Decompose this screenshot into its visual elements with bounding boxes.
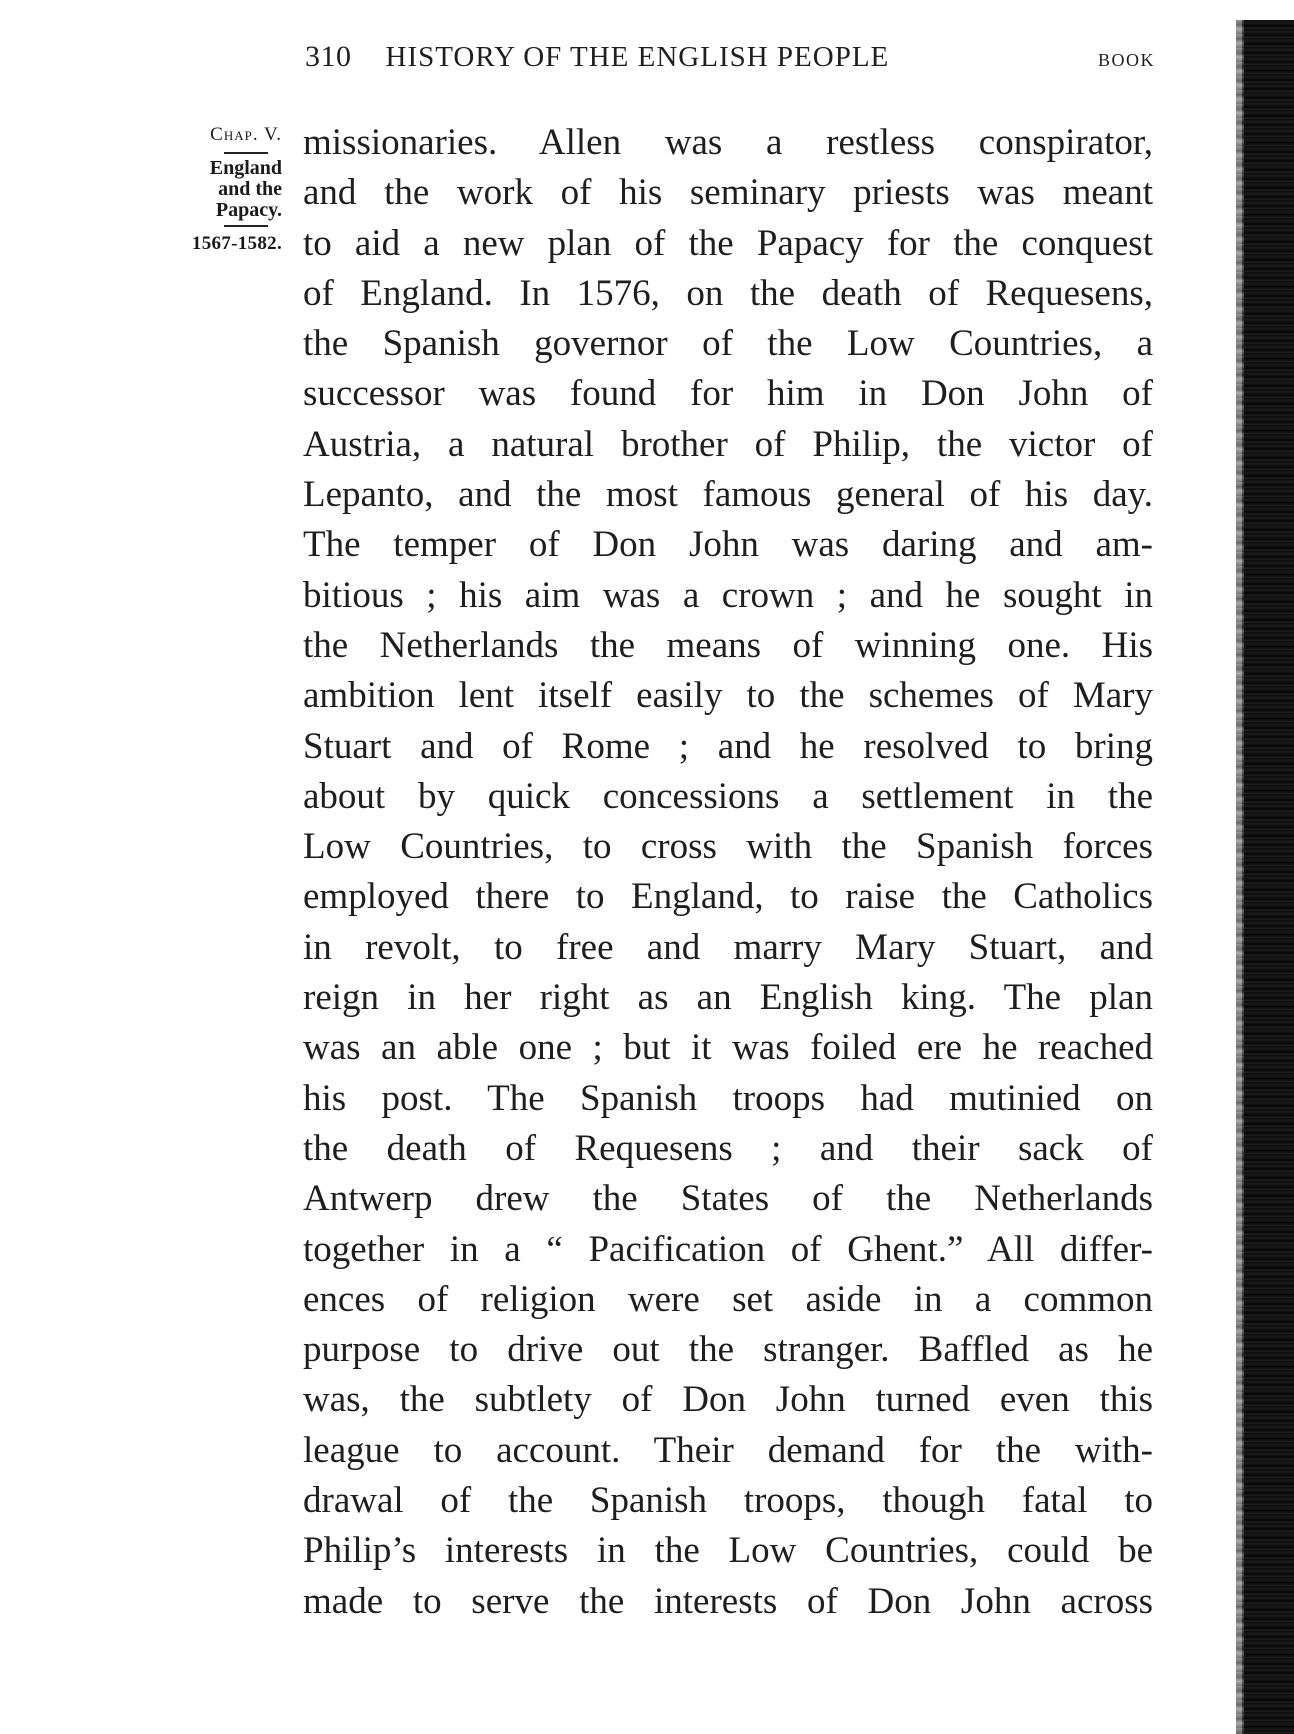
scan-page-edge xyxy=(1242,20,1294,1734)
text-line: drawal of the Spanish troops, though fatal to xyxy=(303,1480,1153,1522)
running-title: HISTORY OF THE ENGLISH PEOPLE xyxy=(385,41,890,73)
text-line: employed there to England, to raise the Catholics xyxy=(303,876,1153,918)
text-line: in revolt, to free and marry Mary Stuart, and xyxy=(303,926,1153,968)
text-line: ambition lent itself easily to the schemes of Mary xyxy=(303,675,1153,717)
text-line: to aid a new plan of the Papacy for the conquest xyxy=(303,222,1153,264)
text-line: Low Countries, to cross with the Spanish forces xyxy=(303,826,1153,868)
text-line: missionaries. Allen was a restless conspirator, xyxy=(303,122,1153,163)
topic-line: Papacy. xyxy=(215,199,282,221)
running-header xyxy=(305,40,1155,80)
text-line: made to serve the interests of Don John across xyxy=(303,1580,1153,1622)
text-line: Austria, a natural brother of Philip, the victor of xyxy=(303,423,1153,465)
body-text xyxy=(303,118,1153,1627)
margin-rule xyxy=(224,152,268,154)
text-line: together in a “ Pacification of Ghent.” All differ- xyxy=(303,1228,1153,1270)
text-line: purpose to drive out the stranger. Baffled as he xyxy=(303,1329,1153,1371)
text-line: Stuart and of Rome ; and he resolved to bring xyxy=(303,725,1153,767)
text-line: league to account. Their demand for the with- xyxy=(303,1429,1153,1471)
text-line: ences of religion were set aside in a common xyxy=(303,1278,1153,1320)
date-range: 1567-1582. xyxy=(191,233,282,254)
text-line: was an able one ; but it was foiled ere he reached xyxy=(303,1027,1153,1069)
text-line: Lepanto, and the most famous general of his day. xyxy=(303,474,1153,516)
text-line: successor was found for him in Don John of xyxy=(303,373,1153,415)
page-number: 310 xyxy=(305,40,352,73)
margin-rule xyxy=(224,225,268,227)
text-line: the Spanish governor of the Low Countries, a xyxy=(303,323,1153,365)
text-line: and the work of his seminary priests was meant xyxy=(303,172,1153,214)
text-line: his post. The Spanish troops had mutinied on xyxy=(303,1077,1153,1119)
text-line: about by quick concessions a settlement in the xyxy=(303,775,1153,817)
text-line: the death of Requesens ; and their sack of xyxy=(303,1127,1153,1169)
text-line: was, the subtlety of Don John turned even this xyxy=(303,1379,1153,1421)
text-line: bitious ; his aim was a crown ; and he sought in xyxy=(303,574,1153,616)
chapter-label: Chap. V. xyxy=(210,124,282,145)
text-line: reign in her right as an English king. The plan xyxy=(303,977,1153,1019)
text-line: the Netherlands the means of winning one. His xyxy=(303,624,1153,666)
text-line: The temper of Don John was daring and am- xyxy=(303,524,1153,566)
topic-line: England xyxy=(209,157,282,179)
text-line: of England. In 1576, on the death of Requesens, xyxy=(303,272,1153,314)
topic-note xyxy=(154,158,282,221)
book-label: BOOK xyxy=(1097,50,1155,70)
margin-notes xyxy=(154,122,282,257)
text-line: Antwerp drew the States of the Netherlands xyxy=(303,1178,1153,1220)
topic-line: and the xyxy=(218,178,282,200)
text-line: Philip’s interests in the Low Countries, could be xyxy=(303,1530,1153,1572)
